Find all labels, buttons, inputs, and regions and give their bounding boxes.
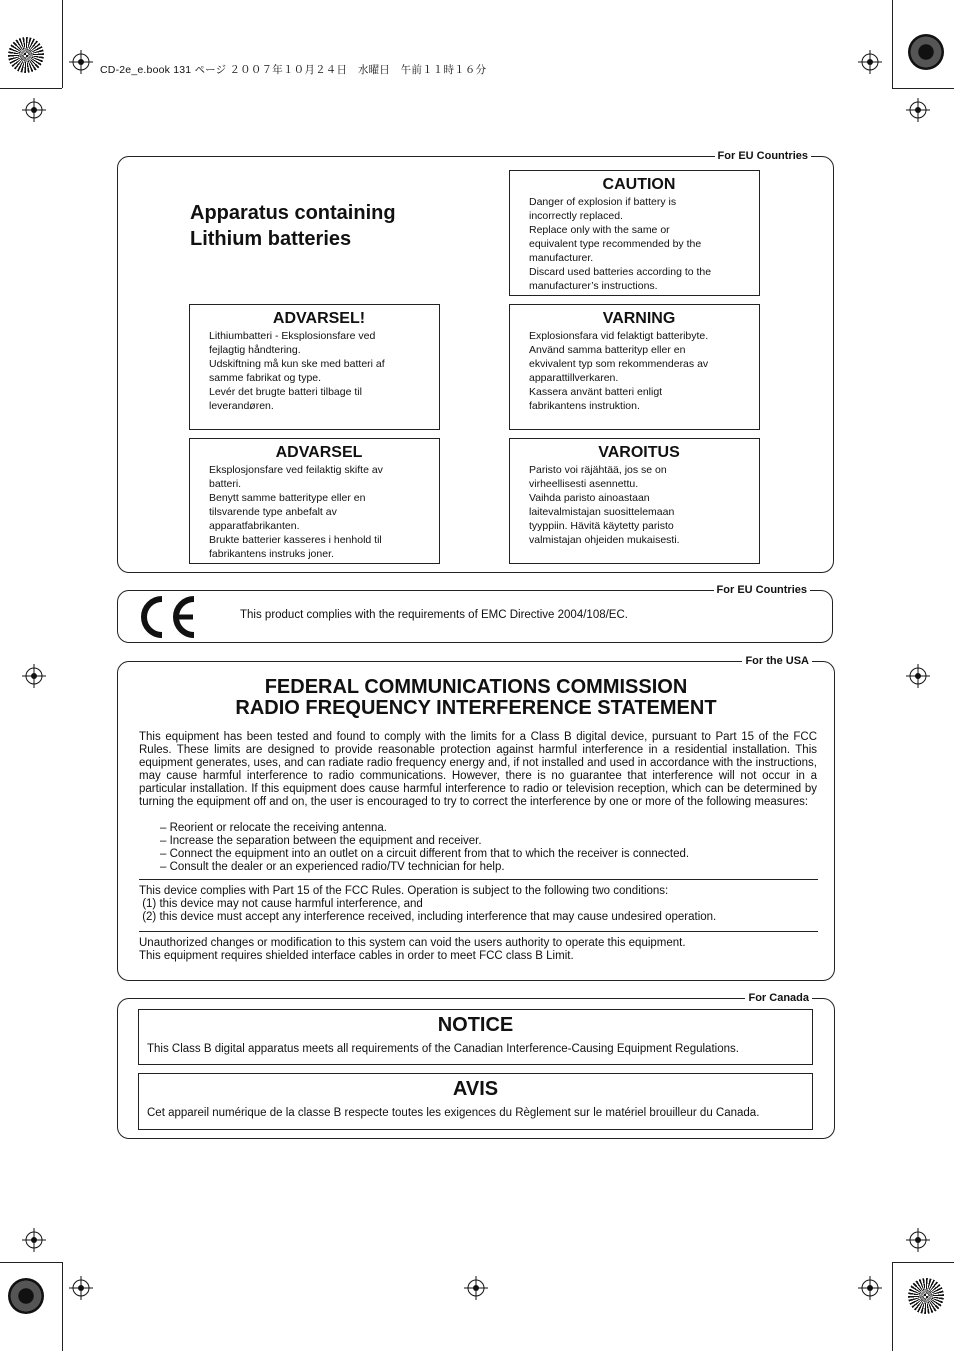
unauthorized-line: This equipment requires shielded interface cables in order to meet FCC class B Limit. [139,950,574,962]
warning-line: tyyppiin. Hävitä käytetty paristo [529,520,674,532]
registration-target-icon [908,1278,944,1314]
region-label: For Canada [745,990,812,1006]
warning-line: fabrikantens instruktion. [529,400,640,412]
warning-line: valmistajan ohjeiden mukaisesti. [529,534,680,546]
warning-line: Paristo voi räjähtää, jos se on [529,464,667,476]
warning-box-advarsel-no [189,438,440,564]
warning-line: Vaihda paristo ainoastaan [529,492,650,504]
fcc-title-line1: FEDERAL COMMUNICATIONS COMMISSION [264,676,688,698]
warning-box-varning [509,304,760,430]
trim-mark [892,1262,893,1351]
warning-line: Danger of explosion if battery is [529,196,677,208]
warning-box-advarsel-dk [189,304,440,430]
crosshair-icon [22,1228,46,1252]
battery-title-line1: Apparatus containing [190,202,396,224]
divider [139,879,818,880]
avis-box [138,1073,813,1130]
ce-compliance-text: This product complies with the requirements of EMC Directive 2004/108/EC. [240,609,628,621]
list-item: – Consult the dealer or an experienced radio/TV technician for help. [160,861,505,873]
part15-line: This device complies with Part 15 of the FCC Rules. Operation is subject to the following two conditions: [139,885,669,897]
region-label: For the USA [742,653,812,669]
notice-text: This Class B digital apparatus meets all requirements of the Canadian Interference-Causing Equipment Regulations. [147,1043,739,1055]
unauthorized-statement [139,937,686,963]
warning-line: batteri. [209,478,242,490]
crosshair-icon [69,1276,93,1300]
trim-mark [892,0,893,88]
fcc-measures-list [160,822,689,874]
warning-line: apparatfabrikanten. [209,520,300,532]
trim-mark [62,0,63,88]
crosshair-icon [22,98,46,122]
warning-line: Använd samma batterityp eller en [529,344,686,356]
warning-title: ADVARSEL! [272,310,366,327]
warning-line: leverandøren. [209,400,274,412]
list-item: – Reorient or relocate the receiving antenna. [160,822,387,834]
warning-line: fejlagtig håndtering. [209,344,301,356]
crosshair-icon [906,664,930,688]
warning-line: Udskiftning må kun ske med batteri af [209,358,385,370]
warning-line: apparattillverkaren. [529,372,619,384]
part15-statement [139,885,716,924]
avis-title: AVIS [452,1078,499,1100]
unauthorized-line: Unauthorized changes or modification to this system can void the users authority to operate this equipment. [139,937,686,949]
warning-title: VARNING [602,310,676,327]
fcc-paragraph: This equipment has been tested and found to comply with the limits for a Class B digital device, pursuant to Part 15 of the FCC Rules. These limits are designed to provide reasonable protection against harmful interference in a residential installation. This equipment generates, uses, and can radiate radio frequency energy and, if not installed and used in accordance with the instructions, may cause harmful interference to radio communications. However, there is no guarantee that interference will not occur in a particular installation. If this equipment does cause harmful interference to radio or television reception, which can be determined by turning the equipment off and on, the user is encouraged to try to correct the interference by one or more of the following measures: [139,731,817,808]
registration-target-icon [8,37,44,73]
warning-line: Discard used batteries according to the [529,266,712,278]
warning-line: Lithiumbatteri - Eksplosionsfare ved [209,330,376,342]
trim-mark [0,1262,62,1263]
trim-mark [892,1262,954,1263]
crosshair-icon [22,664,46,688]
warning-line: Brukte batterier kasseres i henhold til [209,534,382,546]
crosshair-icon [858,1276,882,1300]
warning-line: ekvivalent typ som rekommenderas av [529,358,709,370]
warning-line: Explosionsfara vid felaktigt batteribyte. [529,330,709,342]
crosshair-icon [858,50,882,74]
ce-mark-icon [136,595,200,639]
warning-title: VAROITUS [598,444,680,461]
warning-line: Benytt samme batteritype eller en [209,492,366,504]
crosshair-icon [906,98,930,122]
warning-box-varoitus [509,438,760,564]
trim-mark [892,88,954,89]
region-label: For EU Countries [714,582,810,598]
warning-line: samme fabrikat og type. [209,372,322,384]
warning-line: laitevalmistajan suosittelemaan [529,506,675,518]
part15-line: (2) this device must accept any interference received, including interference that may cause undesired operation. [139,911,717,923]
warning-line: Kassera använt batteri enligt [529,386,663,398]
warning-box-caution [509,170,760,296]
warning-line: equivalent type recommended by the [529,238,702,250]
warning-line: Eksplosjonsfare ved feilaktig skifte av [209,464,383,476]
list-item: – Increase the separation between the equipment and receiver. [160,835,482,847]
crosshair-icon [906,1228,930,1252]
avis-text: Cet appareil numérique de la classe B respecte toutes les exigences du Règlement sur le matériel brouilleur du Canada. [147,1107,760,1119]
warning-line: Levér det brugte batteri tilbage til [209,386,362,398]
battery-title-line2: Lithium batteries [190,228,352,250]
registration-target-icon [908,34,944,70]
warning-line: Replace only with the same or [529,224,670,236]
notice-box [138,1009,813,1065]
region-label: For EU Countries [715,148,811,164]
notice-title: NOTICE [437,1014,514,1036]
registration-target-icon [8,1278,44,1314]
list-item: – Connect the equipment into an outlet on a circuit different from that to which the receiver is connected. [160,848,690,860]
warning-title: ADVARSEL [275,444,363,461]
warning-line: virheellisesti asennettu. [529,478,639,490]
part15-line: (1) this device may not cause harmful interference, and [139,898,423,910]
print-header: CD-2e_e.book 131 ページ ２００７年１０月２４日 水曜日 午前１１時１６分 [100,64,487,76]
warning-line: fabrikantens instruks joner. [209,548,334,560]
fcc-title-line2: RADIO FREQUENCY INTERFERENCE STATEMENT [235,697,717,719]
divider [139,931,818,932]
battery-title [190,200,396,252]
fcc-section [117,655,835,981]
warning-line: incorrectly replaced. [529,210,623,222]
warning-line: manufacturer. [529,252,594,264]
crosshair-icon [69,50,93,74]
warning-line: tilsvarende type anbefalt av [209,506,337,518]
warning-title: CAUTION [602,176,676,193]
warning-line: manufacturer’s instructions. [529,280,658,292]
trim-mark [62,1262,63,1351]
crosshair-icon [464,1276,488,1300]
trim-mark [0,88,62,89]
